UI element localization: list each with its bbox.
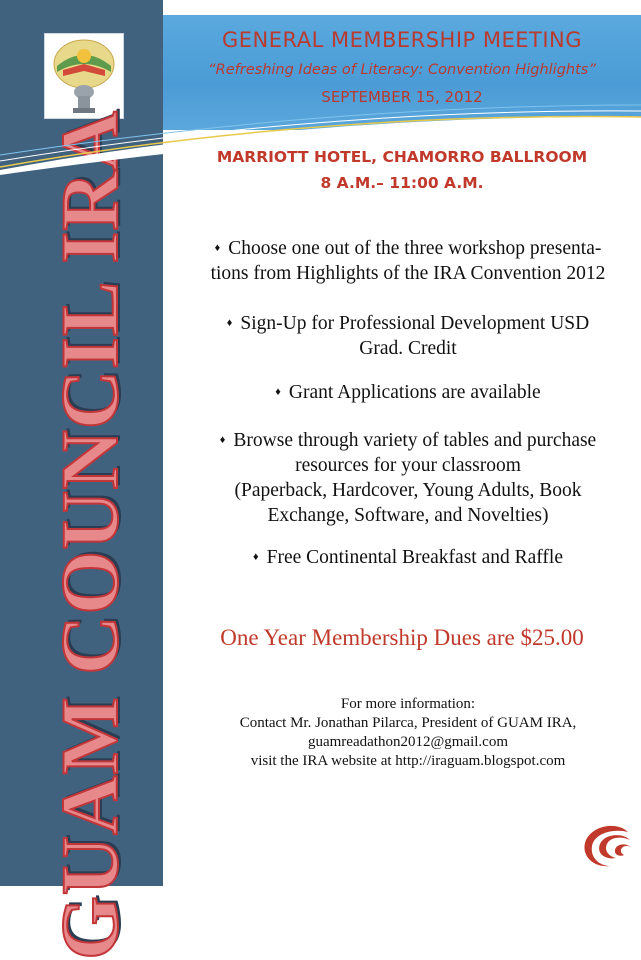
diamond-bullet-icon: ♦ [214,242,221,254]
meeting-theme: “Refreshing Ideas of Literacy: Convention Highlights” [208,62,596,78]
contact-heading: For more information: [340,696,476,712]
list-item: ♦ Browse through variety of tables and purchase resources for your classroom (Paperback, Hardcover, Young Adults, Book Exchange, Software, and Novelties) [219,430,597,526]
venue-place: MARRIOTT HOTEL, CHAMORRO BALLROOM [216,148,588,166]
contact-website: visit the IRA website at http://iraguam.blogspot.com [250,753,566,769]
diamond-bullet-icon: ♦ [275,386,281,398]
venue-time: 8 A.M.– 11:00 A.M. [320,174,484,192]
list-item: ♦ Free Continental Breakfast and Raffle [252,547,563,568]
diamond-bullet-icon: ♦ [252,551,259,563]
vertical-title: GUAM COUNCIL IRA [44,110,135,960]
diamond-bullet-icon: ♦ [219,434,226,446]
meeting-date: SEPTEMBER 15, 2012 [321,88,483,106]
list-item: ♦ Sign-Up for Professional Development USD Grad. Credit [226,313,590,359]
meeting-title: GENERAL MEMBERSHIP MEETING [221,28,583,52]
diamond-bullet-icon: ♦ [226,317,233,329]
list-item: ♦ Choose one out of the three workshop presenta- tions from Highlights of the IRA Convention 2012 [210,238,606,284]
contact-email: guamreadathon2012@gmail.com [307,734,508,750]
list-item: ♦ Grant Applications are available [275,382,541,403]
membership-dues: One Year Membership Dues are $25.00 [220,625,584,650]
swirl-logo-icon [580,822,636,870]
contact-person: Contact Mr. Jonathan Pilarca, President of GUAM IRA, [239,715,577,731]
